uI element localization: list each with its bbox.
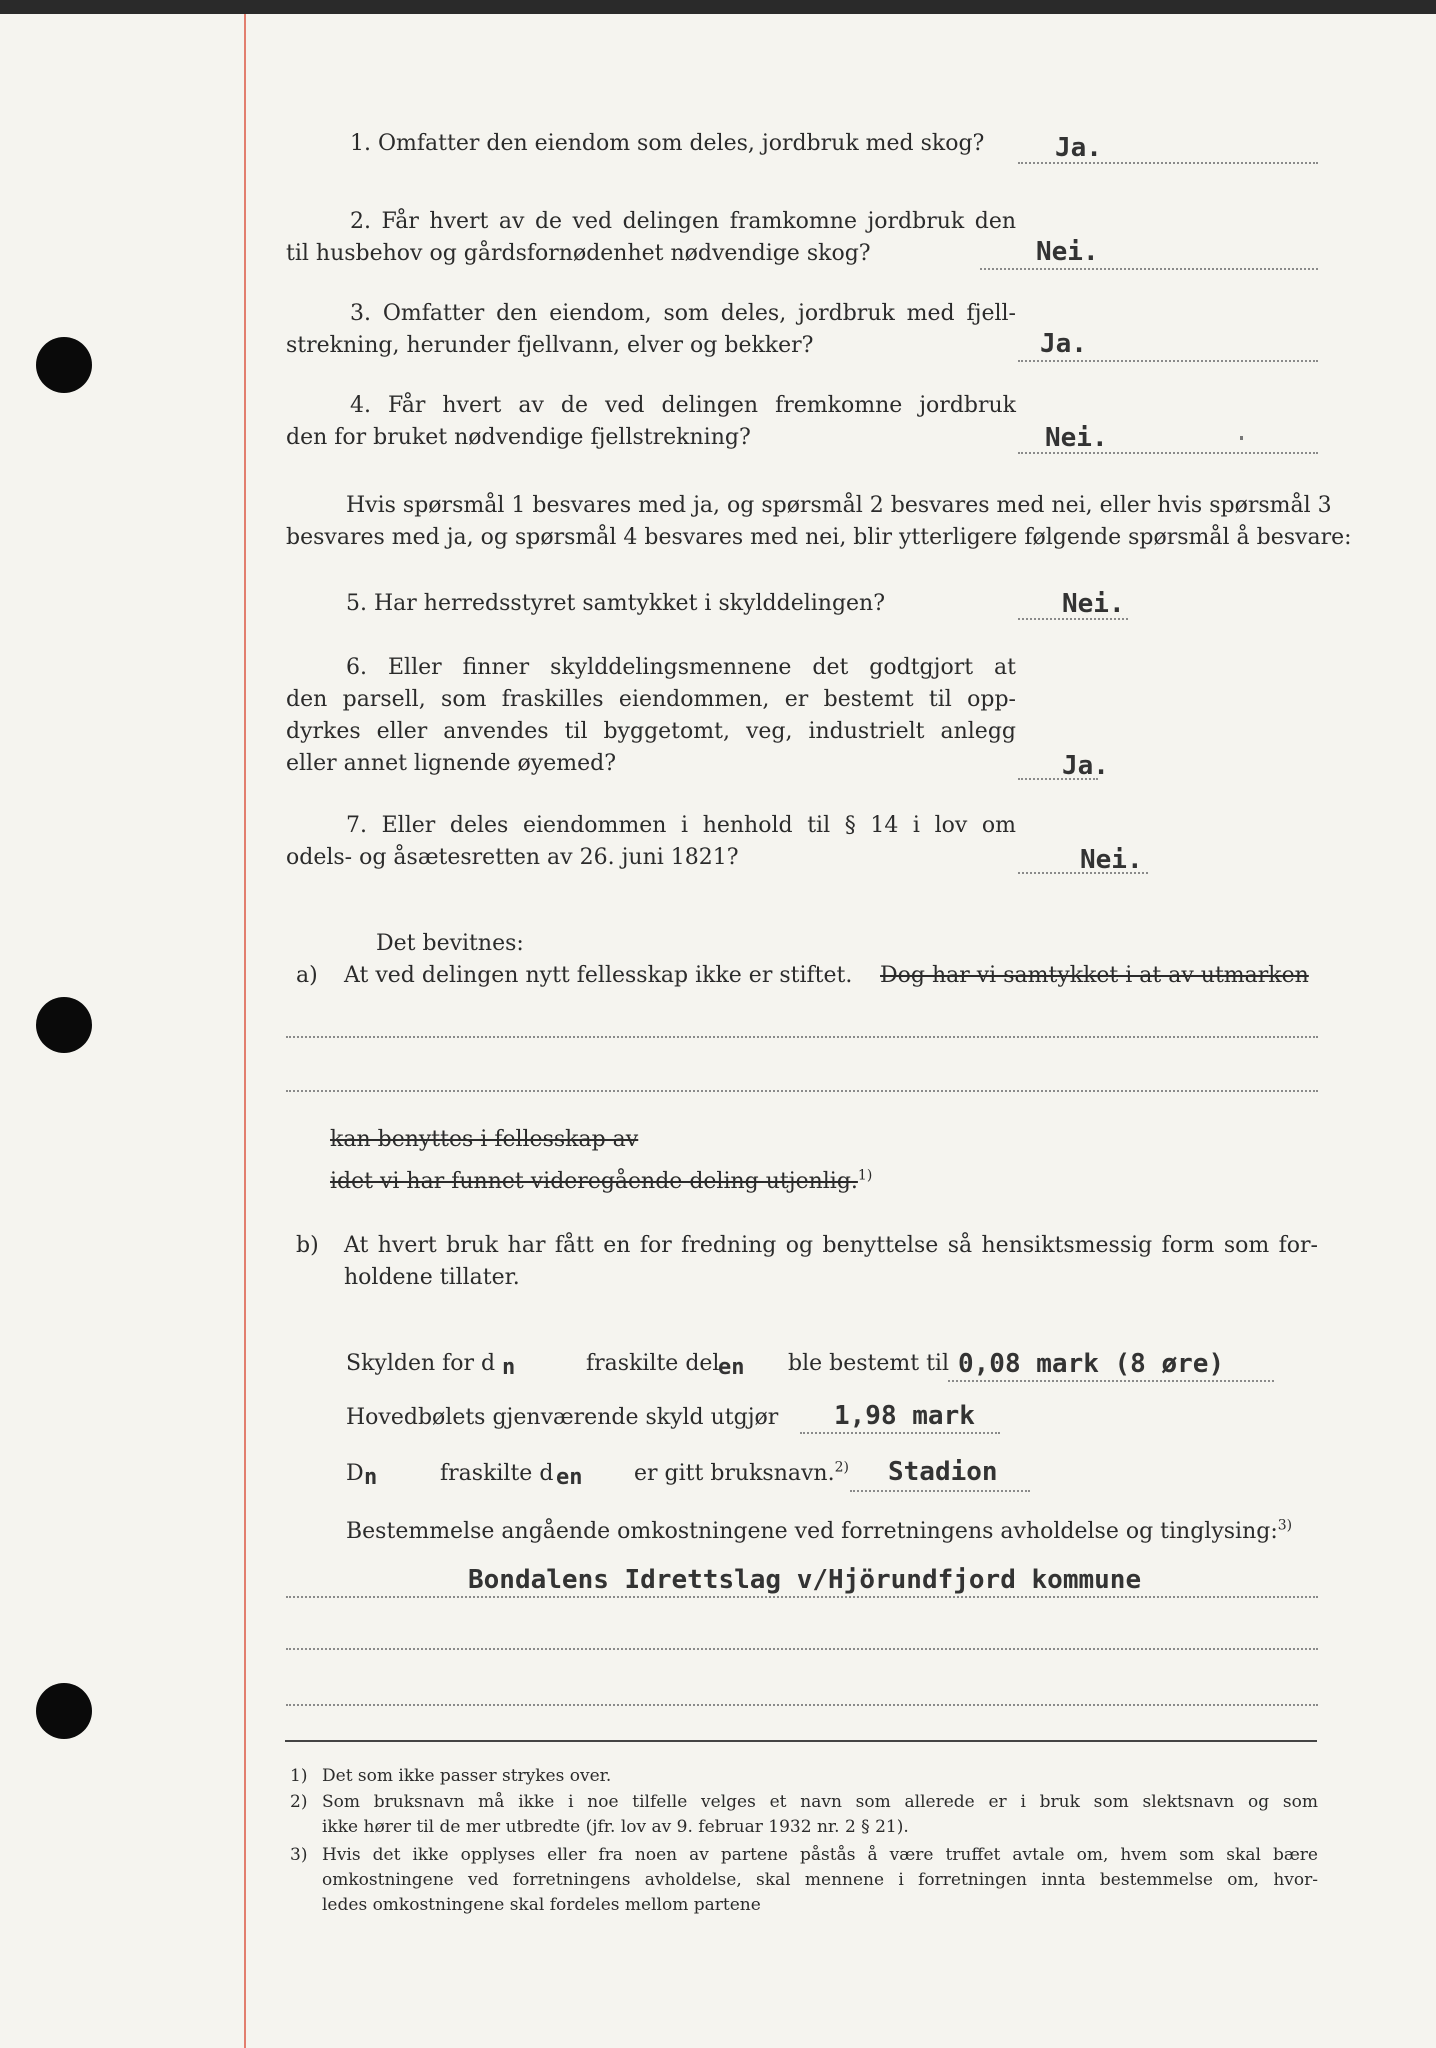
skyld-value: 0,08 mark (8 øre) — [958, 1349, 1225, 1379]
footnote-mark-3: 3) — [290, 1845, 308, 1865]
answer-q7: Nei. — [1080, 845, 1143, 875]
remaining-skyld-value: 1,98 mark — [834, 1401, 975, 1431]
question-number: 5. — [346, 591, 367, 616]
skyld-handwritten-1: n — [502, 1355, 516, 1380]
question-5 — [346, 590, 885, 618]
value-line — [850, 1490, 1030, 1492]
question-3-line2: strekning, herunder fjellvann, elver og bekker? — [286, 333, 814, 358]
skyld-label-1b: fraskilte del — [586, 1351, 720, 1376]
answer-line — [980, 268, 1318, 270]
attest-a-text: At ved delingen nytt fellesskap ikke er stiftet. — [344, 963, 853, 988]
struck-line-3 — [330, 1168, 872, 1196]
question-text: Eller deles eiendommen i henhold til § 14 i lov om — [381, 813, 1017, 838]
answer-q3: Ja. — [1040, 329, 1087, 359]
name-label-c: er gitt bruksnavn. — [634, 1461, 835, 1486]
question-3-line1 — [350, 300, 1016, 328]
question-number: 1. — [350, 131, 371, 156]
answer-q1: Ja. — [1055, 133, 1102, 163]
attest-heading: Det bevitnes: — [376, 931, 524, 956]
attest-a-label: a) — [296, 963, 318, 988]
question-number: 3. — [350, 301, 371, 326]
question-6-line3: dyrkes eller anvendes til byggetomt, veg, industrielt anlegg — [286, 719, 1016, 744]
question-7-line2: odels- og åsætesretten av 26. juni 1821? — [286, 845, 739, 870]
answer-q5: Nei. — [1062, 589, 1125, 619]
cost-value: Bondalens Idrettslag v/Hjörundfjord kommune — [468, 1565, 1142, 1595]
question-number: 6. — [346, 655, 367, 680]
question-2-line1 — [350, 208, 1016, 236]
name-handwritten-1: n — [364, 1465, 378, 1490]
answer-q2: Nei. — [1036, 237, 1099, 267]
name-label-b: fraskilte d — [440, 1461, 554, 1486]
question-2-line2: til husbehov og gårdsfornødenhet nødvendige skog? — [286, 241, 871, 266]
footnote-3-line2: omkostningene ved forretningens avholdelse, skal mennene i forretningen innta bestemmelse om, hvor- — [322, 1870, 1318, 1890]
ink-speck — [1240, 436, 1243, 440]
remaining-skyld-label: Hovedbølets gjenværende skyld utgjør — [346, 1405, 779, 1430]
name-label-c-group — [634, 1460, 849, 1488]
answer-line — [1018, 360, 1318, 362]
question-text: Får hvert av de ved delingen framkomne jordbruk den — [381, 209, 1017, 234]
question-number: 2. — [350, 209, 371, 234]
footnote-3-line3: ledes omkostningene skal fordeles mellom partene — [322, 1895, 761, 1915]
question-text: Får hvert av de ved delingen fremkomne jordbruk — [388, 393, 1017, 418]
footnote-mark-2: 2) — [290, 1792, 308, 1812]
footnote-ref: 1) — [857, 1167, 873, 1184]
question-6-line1 — [346, 654, 1016, 682]
attest-b-label: b) — [296, 1233, 319, 1258]
question-text: Omfatter den eiendom, som deles, jordbruk med fjell- — [382, 301, 1016, 326]
question-text: Eller finner skylddelingsmennene det godtgjort at — [387, 655, 1016, 680]
struck-text-3: idet vi har funnet videregående deling utjenlig. — [330, 1169, 858, 1194]
conditional-line2: besvares med ja, og spørsmål 4 besvares med nei, blir ytterligere følgende spørsmål å besvare: — [286, 525, 1352, 550]
question-4-line1 — [350, 392, 1016, 420]
blank-line — [286, 1036, 1318, 1038]
bruksnavn-value: Stadion — [888, 1457, 998, 1487]
footnote-ref: 2) — [834, 1459, 849, 1476]
struck-text-2: kan benyttes i fellesskap av — [330, 1127, 639, 1152]
skyld-label-1c: ble bestemt til — [788, 1351, 949, 1376]
punch-hole-bottom — [36, 1683, 92, 1739]
blank-line — [286, 1090, 1318, 1092]
question-1 — [350, 130, 984, 158]
question-7-line1 — [346, 812, 1016, 840]
value-line — [800, 1432, 1000, 1434]
question-6-line4: eller annet lignende øyemed? — [286, 751, 616, 776]
question-text: Har herredsstyret samtykket i skylddelingen? — [374, 591, 886, 616]
blank-line — [286, 1648, 1318, 1650]
question-text: Omfatter den eiendom som deles, jordbruk med skog? — [378, 131, 985, 156]
value-line — [948, 1380, 1274, 1382]
attest-b-line2: holdene tillater. — [344, 1265, 520, 1290]
footnote-rule — [285, 1740, 1317, 1742]
answer-q4: Nei. — [1045, 423, 1108, 453]
struck-text-1: Dog har vi samtykket i at av utmarken — [880, 963, 1309, 988]
skyld-label-1a: Skylden for d — [346, 1351, 496, 1376]
footnote-ref: 3) — [1277, 1517, 1293, 1534]
conditional-line1: Hvis spørsmål 1 besvares med ja, og spørsmål 2 besvares med nei, eller hvis spørsmål 3 — [346, 493, 1332, 518]
punch-hole-top — [36, 337, 92, 393]
question-4-line2: den for bruket nødvendige fjellstrekning? — [286, 425, 751, 450]
name-label-a: D — [346, 1461, 364, 1486]
punch-hole-middle — [36, 997, 92, 1053]
cost-label-group — [346, 1518, 1292, 1546]
name-handwritten-2: en — [556, 1465, 583, 1490]
footnote-2-line2: ikke hører til de mer utbredte (jfr. lov av 9. februar 1932 nr. 2 § 21). — [322, 1817, 909, 1837]
value-line — [286, 1596, 1318, 1598]
question-number: 4. — [350, 393, 371, 418]
footnote-2-line1: Som bruksnavn må ikke i noe tilfelle velges et navn som allerede er i bruk som slektsnavn og som — [322, 1792, 1318, 1812]
footnote-mark-1: 1) — [290, 1766, 308, 1786]
cost-label: Bestemmelse angående omkostningene ved forretningens avholdelse og tinglysing: — [346, 1519, 1278, 1544]
attest-b-line1: At hvert bruk har fått en for fredning og benyttelse så hensiktsmessig form som for- — [344, 1233, 1318, 1258]
red-margin-line — [244, 14, 246, 2048]
answer-q6: Ja. — [1062, 751, 1109, 781]
blank-line — [286, 1704, 1318, 1706]
question-6-line2: den parsell, som fraskilles eiendommen, er bestemt til opp- — [286, 687, 1016, 712]
skyld-handwritten-2: en — [718, 1355, 745, 1380]
footnote-1: Det som ikke passer strykes over. — [322, 1766, 612, 1786]
footnote-3-line1: Hvis det ikke opplyses eller fra noen av partene påstås å være truffet avtale om, hvem som skal bære — [322, 1845, 1318, 1865]
question-number: 7. — [346, 813, 367, 838]
